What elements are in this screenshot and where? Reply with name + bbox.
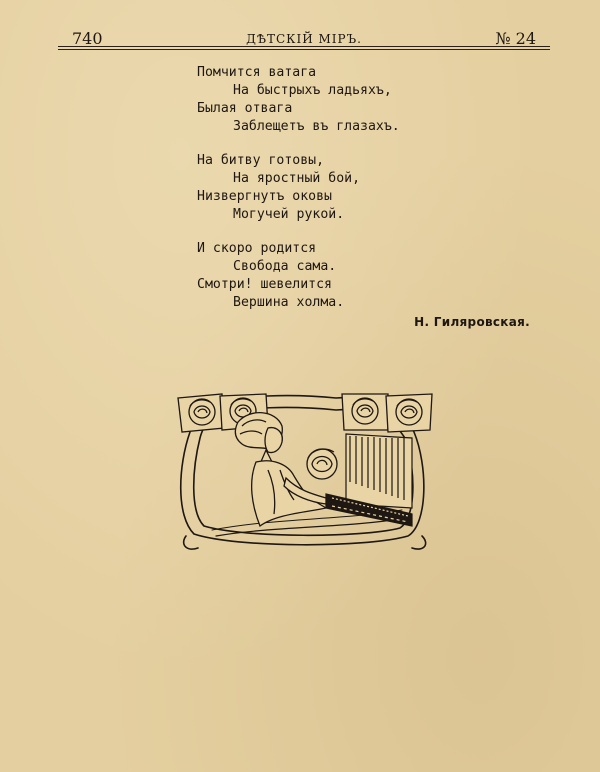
issue-number: № 24 — [495, 29, 536, 48]
page-number: 740 — [72, 29, 103, 48]
frame-swirl-right — [412, 536, 426, 549]
poem-line: Заблещетъ въ глазахъ. — [233, 119, 400, 134]
poem-line: Низвергнутъ оковы — [197, 189, 332, 204]
poem-line: На быстрыхъ ладьяхъ, — [233, 83, 392, 98]
poem-stanza-2 — [197, 152, 497, 224]
poem-line: Былая отвага — [197, 101, 293, 116]
pianist-vignette-illustration — [176, 386, 434, 556]
poem-stanza-3 — [197, 240, 497, 312]
poem-line: Свобода сама. — [233, 259, 337, 274]
header-rule — [58, 46, 550, 47]
header-rule-thin — [58, 49, 550, 50]
poem-stanza-1 — [197, 64, 497, 136]
rose-icon — [178, 394, 224, 432]
poem-line: На битву готовы, — [197, 153, 325, 168]
rose-icon — [342, 394, 388, 430]
poem-line: И скоро родится — [197, 241, 317, 256]
rose-icon — [307, 449, 337, 479]
poem-line: Помчится ватага — [197, 65, 317, 80]
poem-line: Вершина холма. — [233, 295, 345, 310]
frame-swirl-left — [184, 536, 198, 549]
rose-icon — [386, 394, 432, 432]
piano-icon — [326, 434, 412, 526]
author-signature: Н. Гиляровская. — [414, 315, 530, 329]
poem-line: Смотри! шевелится — [197, 277, 332, 292]
journal-title: ДѢТСКІЙ МІРЪ. — [246, 32, 362, 46]
poem-line: На яростный бой, — [233, 171, 361, 186]
poem — [197, 64, 497, 328]
poem-line: Могучей рукой. — [233, 207, 345, 222]
